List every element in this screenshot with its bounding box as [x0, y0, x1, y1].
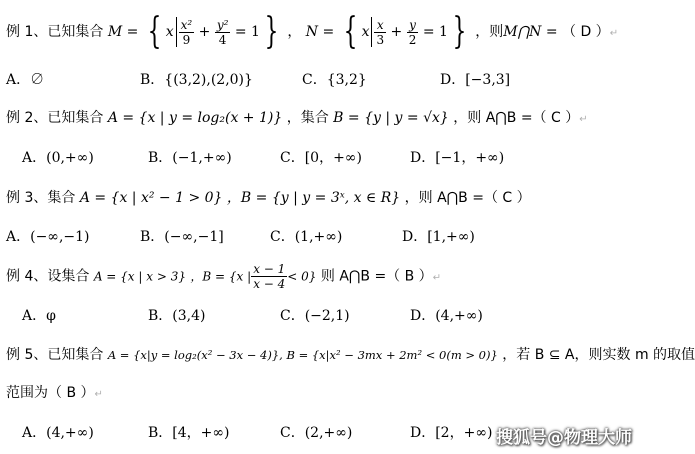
ex1-intersection: M⋂N = [503, 24, 562, 40]
ex1-brace-open-n: { [343, 11, 357, 52]
ex5-question [6, 345, 695, 365]
ex1-option-c: C．{3,2} [302, 72, 367, 88]
ex4-set-b-post: < 0} [287, 269, 317, 284]
ex1-set-n: N = [305, 24, 339, 40]
ex3-label: 例 3、集合 [6, 190, 76, 206]
ex3-set-b: ，B = {y | y = 3ˣ, x ∈ R} [226, 190, 401, 206]
ex1-tail: ，则 [475, 24, 504, 40]
return-mark: ↵ [94, 389, 103, 400]
ex2-option-b: B．(−1,+∞) [148, 150, 232, 166]
ex2-question [6, 108, 588, 130]
ex5-option-d: D．[2，+∞) [410, 425, 493, 441]
ex4-option-c: C．(−2,1) [280, 308, 350, 324]
ex5-line2 [6, 383, 103, 405]
ex1-bar [176, 17, 177, 47]
ex2-tail: ，则 A⋂B =（ C ） [453, 110, 580, 126]
ex4-label: 例 4、设集合 [6, 268, 90, 285]
ex4-frac-num: x − 1 [253, 262, 286, 276]
ex3-option-c: C．(1,+∞) [270, 229, 343, 245]
ex5-option-a: A．(4,+∞) [22, 425, 94, 441]
ex4-option-a: A．φ [22, 308, 56, 324]
ex3-option-b: B．(−∞,−1] [140, 229, 224, 245]
ex1-frac4: $\frac{y}{2}$ [408, 17, 417, 47]
return-mark: ↵ [432, 272, 442, 284]
ex4-set-a: A = {x | x > 3} [93, 269, 186, 284]
ex5-option-b: B．[4，+∞) [148, 425, 230, 441]
ex3-question [6, 188, 531, 208]
ex5-label: 例 5、已知集合 [6, 347, 104, 363]
return-mark: ↵ [609, 28, 619, 39]
ex4-tail: 则 A⋂B =（ B ） [320, 268, 433, 285]
ex5-option-c: C．(2,+∞) [280, 425, 353, 441]
ex4-frac [251, 262, 287, 291]
ex1-brace-open: { [147, 11, 162, 52]
ex2-option-a: A．(0,+∞) [22, 150, 94, 166]
ex5-range: 范围为（ B ） [6, 385, 95, 401]
ex4-option-b: B．(3,4) [148, 308, 206, 324]
return-mark: ↵ [579, 114, 588, 125]
ex2-set-b: B = {y | y = √x} [333, 110, 449, 126]
ex1-bar-n [371, 17, 372, 47]
ex1-option-a: A．∅ [6, 72, 45, 88]
ex2-mid: ，集合 [286, 110, 329, 126]
ex5-sets: A = {x|y = log₂(x² − 3x − 4)}, B = {x|x² − 3mx + 2m² < 0(m > 0)} [107, 348, 498, 362]
ex3-tail: ，则 A⋂B =（ C ） [404, 190, 531, 206]
ex3-option-a: A．(−∞,−1) [6, 229, 90, 245]
ex1-set-m: M = [107, 24, 143, 40]
ex1-brace-close: } [264, 11, 279, 52]
ex1-option-d: D．[−3,3] [440, 72, 511, 88]
ex4-option-d: D．(4,+∞) [410, 308, 483, 324]
ex2-option-d: D．[−1，+∞) [410, 150, 505, 166]
watermark: 搜狐号@物理大师 [496, 428, 632, 448]
ex1-answer: （ D ） [562, 24, 610, 40]
ex2-option-c: C．[0，+∞) [280, 150, 362, 166]
ex1-frac2: $\frac{\text{y²}}{4}$ [216, 17, 229, 47]
ex2-set-a: A = {x | y = log₂(x + 1)} [107, 110, 283, 126]
ex1-question: 例 1、已知集合 M = { x $\frac{\text{x²}}{9}$ + $\frac{\text{y²}}{4}$ = 1 } ， N = { x $\frac{x}{3}$ + $\frac{y}{2}$ = 1 } ，则M⋂N = （ D ）↵ [6, 11, 619, 52]
ex1-label: 例 1、已知集合 [6, 24, 104, 40]
ex1-frac1: $\frac{\text{x²}}{9}$ [180, 17, 193, 47]
ex1-frac3: $\frac{x}{3}$ [376, 17, 385, 47]
ex4-set-b-pre: ，B = {x | [190, 269, 252, 284]
ex5-tail: ，若 B ⊆ A，则实数 m 的取值 [502, 347, 695, 363]
ex1-var: x [165, 24, 174, 40]
ex2-label: 例 2、已知集合 [6, 110, 104, 126]
ex1-brace-close-n: } [452, 11, 467, 52]
ex3-option-d: D．[1,+∞) [402, 229, 475, 245]
ex4-frac-den: x − 4 [253, 277, 286, 291]
ex1-option-b: B．{(3,2),(2,0)} [140, 72, 253, 88]
ex3-set-a: A = {x | x² − 1 > 0} [79, 190, 223, 206]
ex4-question [6, 262, 441, 291]
